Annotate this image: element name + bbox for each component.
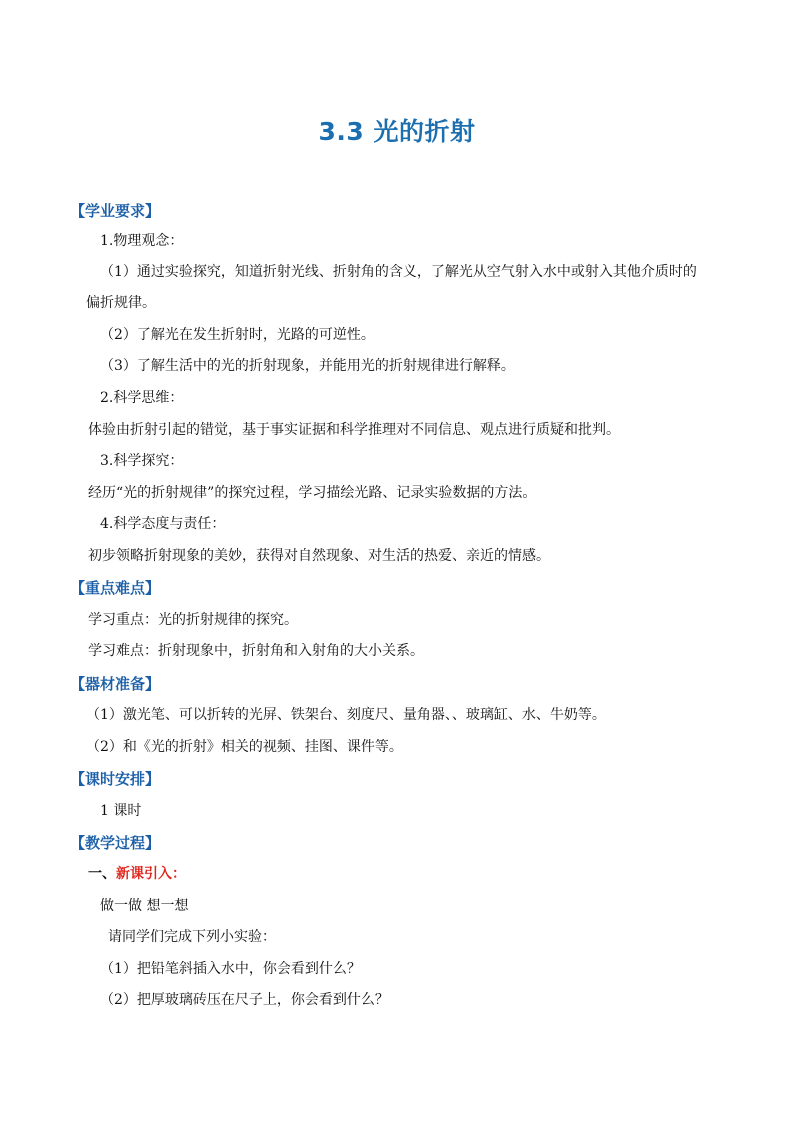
section-heading-key-points: 【重点难点】: [70, 579, 161, 597]
page-title: 3.3 光的折射: [318, 117, 476, 146]
question-2: （2）把厚玻璃砖压在尺子上，你会看到什么？: [100, 992, 389, 1008]
section-heading-materials: 【器材准备】: [70, 675, 161, 693]
requirement-3a: 经历“光的折射规律”的探究过程，学习描绘光路、记录实验数据的方法。: [88, 485, 537, 501]
process-part-1: [88, 865, 186, 883]
section-heading-requirements: 【学业要求】: [70, 202, 161, 220]
requirement-2-label: 2.科学思维：: [100, 390, 184, 406]
requirement-1a-continued: 偏折规律。: [86, 295, 156, 311]
activity-label: 做一做 想一想: [100, 898, 189, 914]
requirement-2a: 体验由折射引起的错觉，基于事实证据和科学推理对不同信息、观点进行质疑和批判。: [88, 422, 620, 438]
requirement-4-label: 4.科学态度与责任：: [100, 516, 226, 532]
process-part-1-prefix: 一、: [88, 866, 116, 882]
material-1: （1）激光笔、可以折转的光屏、铁架台、刻度尺、量角器、、玻璃缸、水、牛奶等。: [86, 707, 606, 723]
question-1: （1）把铅笔斜插入水中，你会看到什么？: [100, 961, 361, 977]
difficulty-point: 学习难点：折射现象中，折射角和入射角的大小关系。: [88, 643, 424, 659]
requirement-1c: （3）了解生活中的光的折射现象，并能用光的折射规律进行解释。: [100, 358, 515, 374]
section-heading-process: 【教学过程】: [70, 834, 161, 852]
requirement-1a: （1）通过实验探究，知道折射光线、折射角的含义，了解光从空气射入水中或射入其他介质时的: [100, 264, 697, 280]
schedule-text: 1 课时: [100, 803, 142, 819]
requirement-1b: （2）了解光在发生折射时，光路的可逆性。: [100, 327, 375, 343]
material-2: （2）和《光的折射》相关的视频、挂图、课件等。: [86, 739, 403, 755]
activity-instruction: 请同学们完成下列小实验：: [108, 929, 276, 945]
requirement-4a: 初步领略折射现象的美妙，获得对自然现象、对生活的热爱、亲近的情感。: [88, 548, 550, 564]
key-point: 学习重点：光的折射规律的探究。: [88, 612, 298, 628]
process-part-1-title: 新课引入：: [116, 866, 186, 882]
section-heading-schedule: 【课时安排】: [70, 770, 161, 788]
requirement-1-label: 1.物理观念：: [100, 233, 184, 249]
requirement-3-label: 3.科学探究：: [100, 453, 184, 469]
